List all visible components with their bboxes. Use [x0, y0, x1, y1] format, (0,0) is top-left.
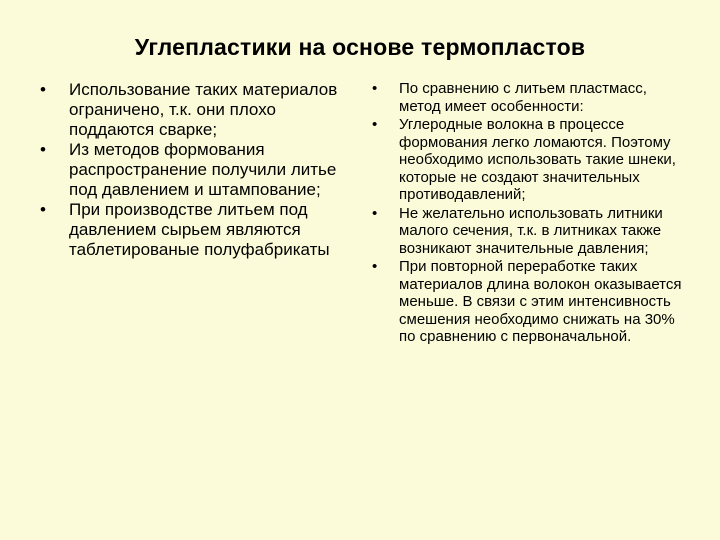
list-item — [372, 116, 692, 204]
list-item-text: При повторной переработке таких материалов длина волокон оказывается меньше. В связи с этим интенсивность смешения необходимо снижать на 30% по сравнению с первоначальной. — [399, 258, 682, 345]
list-item-text: Не желательно использовать литники малого сечения, т.к. в литниках также возникают значительные давления; — [399, 204, 663, 257]
bullet-icon: • — [372, 80, 378, 97]
right-bullet-list — [372, 80, 692, 347]
list-item — [36, 200, 356, 260]
bullet-icon: • — [40, 200, 46, 219]
list-item — [36, 80, 356, 140]
list-item-text: Из методов формования распространение получили литье под давлением и штампование; — [69, 140, 337, 199]
left-bullet-list — [36, 80, 356, 260]
list-item-text: При производстве литьем под давлением сырьем являются таблетированые полуфабрикаты — [69, 200, 330, 259]
list-item-text: Использование таких материалов ограничено, т.к. они плохо поддаются сварке; — [69, 80, 338, 139]
bullet-icon: • — [372, 116, 378, 133]
list-item — [36, 140, 356, 200]
bullet-icon: • — [40, 80, 46, 99]
bullet-icon: • — [372, 258, 378, 275]
slide-title: Углепластики на основе термопластов — [134, 34, 586, 60]
list-item — [372, 80, 692, 115]
bullet-icon: • — [372, 204, 378, 222]
list-item — [372, 258, 692, 346]
list-item-text: По сравнению с литьем пластмасс, метод имеет особенности: — [399, 80, 647, 115]
bullet-icon: • — [40, 140, 46, 159]
list-item — [372, 205, 692, 258]
list-item-text: Углеродные волокна в процессе формования легко ломаются. Поэтому необходимо использовать такие шнеки, которые не создают значительных противодавлений; — [399, 116, 676, 203]
